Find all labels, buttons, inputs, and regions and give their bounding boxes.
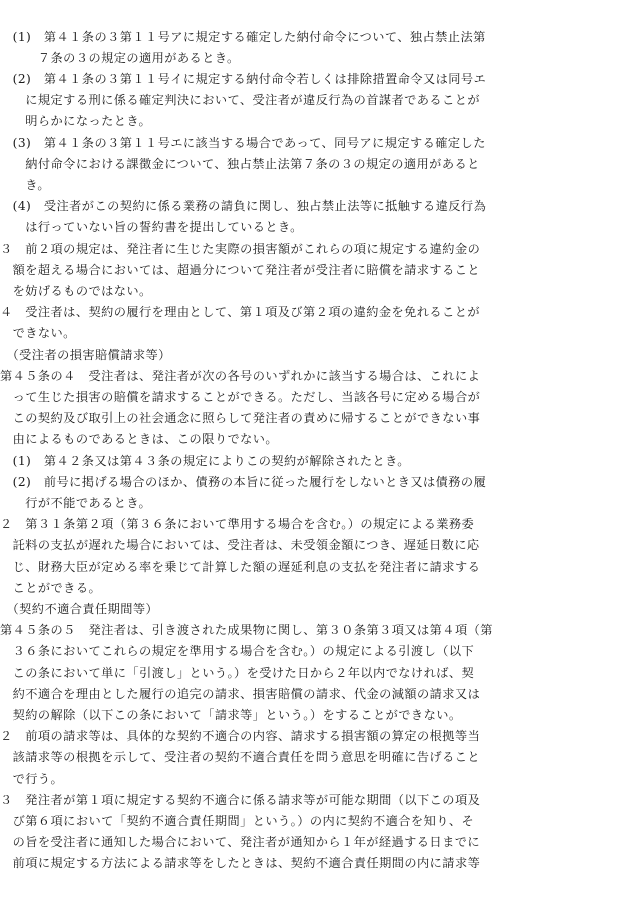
text-line: で行う。 [0, 772, 64, 786]
text-line: 契約の解除（以下この条において「請求等」という。）をすることができない。 [0, 708, 462, 722]
text-line: 納付命令における課徴金について、独占禁止法第７条の３の規定の適用があると [0, 157, 480, 171]
text-line: ３ 発注者が第１項に規定する契約不適合に係る請求等が可能な期間（以下この項及 [0, 793, 481, 807]
text-line: 明らかになったとき。 [0, 114, 152, 128]
text-line: って生じた損害の賠償を請求することができる。ただし、当該各号に定める場合が [0, 390, 481, 404]
text-line: 前項に規定する方法による請求等をしたときは、契約不適合責任期間の内に請求等 [0, 856, 481, 870]
text-line: 行が不能であるとき。 [0, 496, 152, 510]
text-line: き。 [0, 178, 51, 192]
text-line: ２ 第３１条第２項（第３６条において準用する場合を含む。）の規定による業務委 [0, 517, 475, 531]
text-line: ３ 前２項の規定は、発注者に生じた実際の損害額がこれらの項に規定する違約金の [0, 242, 481, 256]
text-line: できない。 [0, 326, 76, 340]
text-line: この契約及び取引上の社会通念に照らして発注者の責めに帰することができない事 [0, 411, 481, 425]
text-line: ４ 受注者は、契約の履行を理由として、第１項及び第２項の違約金を免れることが [0, 305, 480, 319]
text-line: (2) 第４１条の３第１１号イに規定する納付命令若しくは排除措置命令又は同号エ [0, 72, 487, 86]
article-heading: 第４５条の５ 発注者は、引き渡された成果物に関し、第３０条第３項又は第４項（第 [0, 623, 493, 637]
text-line: を妨げるものではない。 [0, 284, 152, 298]
text-line: 額を超える場合においては、超過分について発注者が受注者に賠償を請求すること [0, 263, 480, 277]
text-line: (4) 受注者がこの契約に係る業務の請負に関し、独占禁止法等に抵触する違反行為 [0, 199, 487, 213]
text-line: び第６項において「契約不適合責任期間」という。）の内に契約不適合を知り、そ [0, 814, 475, 828]
text-line: (2) 前号に掲げる場合のほか、債務の本旨に従った履行をしないとき又は債務の履 [0, 475, 487, 489]
text-line: は行っていない旨の誓約書を提出しているとき。 [0, 220, 303, 234]
text-line: 約不適合を理由とした履行の追完の請求、損害賠償の請求、代金の減額の請求又は [0, 687, 481, 701]
text-line: 由によるものであるときは、この限りでない。 [0, 432, 279, 446]
text-line: (1) 第４１条の３第１１号アに規定する確定した納付命令について、独占禁止法第 [0, 30, 486, 44]
text-line: 該請求等の根拠を示して、受注者の契約不適合責任を問う意思を明確に告げること [0, 750, 480, 764]
section-heading: （契約不適合責任期間等） [0, 602, 159, 616]
text-line: ７条の３の規定の適用があるとき。 [0, 51, 240, 65]
text-line: じ、財務大臣が定める率を乗じて計算した額の遅延利息の支払を発注者に請求する [0, 560, 481, 574]
text-line: (3) 第４１条の３第１１号エに該当する場合であって、同号アに規定する確定した [0, 136, 486, 150]
text-line: この条において単に「引渡し」という。）を受けた日から２年以内でなければ、契 [0, 666, 475, 680]
article-heading: 第４５条の４ 受注者は、発注者が次の各号のいずれかに該当する場合は、これによ [0, 369, 481, 383]
text-line: ３６条においてこれらの規定を準用する場合を含む。）の規定による引渡し（以下 [0, 644, 475, 658]
text-line: ２ 前項の請求等は、具体的な契約不適合の内容、請求する損害額の算定の根拠等当 [0, 729, 481, 743]
text-line: に規定する刑に係る確定判決において、受注者が違反行為の首謀者であることが [0, 93, 480, 107]
section-heading: （受注者の損害賠償請求等） [0, 348, 171, 362]
text-line: (1) 第４２条又は第４３条の規定によりこの契約が解除されたとき。 [0, 454, 410, 468]
text-line: の旨を受注者に通知した場合において、発注者が通知から１年が経過する日までに [0, 835, 480, 849]
text-line: 託料の支払が遅れた場合においては、受注者は、未受領金額につき、遅延日数に応 [0, 538, 480, 552]
text-line: ことができる。 [0, 581, 102, 595]
